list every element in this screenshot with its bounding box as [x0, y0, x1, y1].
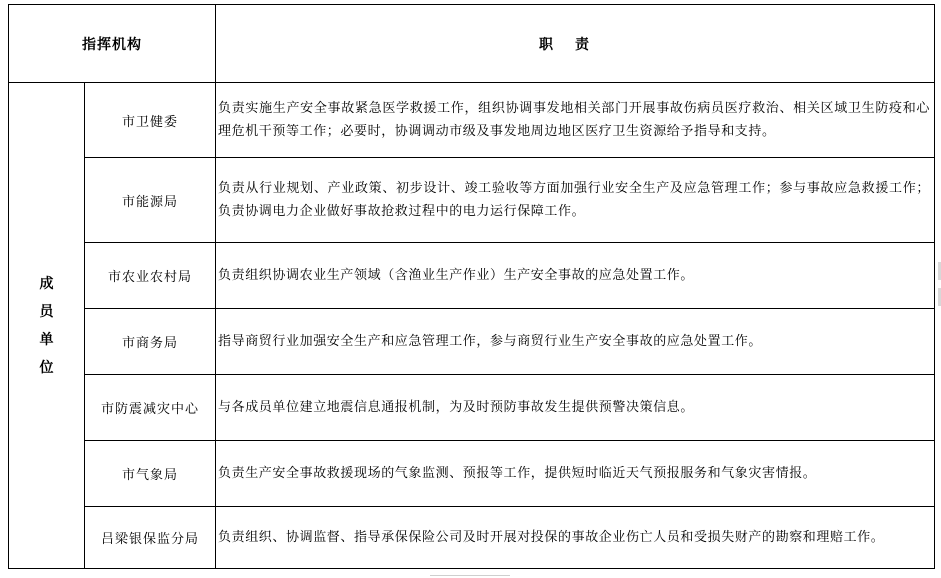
unit-name-cell: 吕梁银保监分局 [85, 507, 216, 569]
table-row [9, 243, 935, 309]
responsibility-table [8, 4, 935, 569]
group-char: 成 [39, 275, 54, 292]
table-row [9, 158, 935, 243]
unit-name-cell: 市农业农村局 [85, 243, 216, 309]
member-units-group-cell [9, 83, 85, 569]
unit-name-cell: 市卫健委 [85, 83, 216, 158]
group-char: 员 [39, 303, 54, 320]
header-row [9, 5, 935, 83]
unit-name-cell: 市商务局 [85, 309, 216, 375]
page-bottom-rule [430, 575, 510, 576]
header-duty-cell: 职责 [216, 5, 935, 83]
duty-text-cell: 与各成员单位建立地震信息通报机制，为及时预防事故发生提供预警决策信息。 [216, 375, 935, 441]
unit-name-cell: 市能源局 [85, 158, 216, 243]
table-row [9, 83, 935, 158]
table-row [9, 375, 935, 441]
unit-name-cell: 市防震减灾中心 [85, 375, 216, 441]
duty-text-cell: 负责组织、协调监督、指导承保保险公司及时开展对投保的事故企业伤亡人员和受损失财产的勘察和理赔工作。 [216, 507, 935, 569]
duty-text-cell: 指导商贸行业加强安全生产和应急管理工作，参与商贸行业生产安全事故的应急处置工作。 [216, 309, 935, 375]
duty-text-cell: 负责组织协调农业生产领域（含渔业生产作业）生产安全事故的应急处置工作。 [216, 243, 935, 309]
table-row [9, 309, 935, 375]
group-char: 位 [39, 359, 54, 376]
duty-text-cell: 负责生产安全事故救援现场的气象监测、预报等工作，提供短时临近天气预报服务和气象灾害情报。 [216, 441, 935, 507]
table-row [9, 507, 935, 569]
unit-name-cell: 市气象局 [85, 441, 216, 507]
duty-text-cell: 负责从行业规划、产业政策、初步设计、竣工验收等方面加强行业安全生产及应急管理工作；参与事故应急救援工作；负责协调电力企业做好事故抢救过程中的电力运行保障工作。 [216, 158, 935, 243]
table-row [9, 441, 935, 507]
duty-text-cell: 负责实施生产安全事故紧急医学救援工作，组织协调事发地相关部门开展事故伤病员医疗救治、相关区域卫生防疫和心理危机干预等工作；必要时，协调调动市级及事发地周边地区医疗卫生资源给予指导和支持。 [216, 83, 935, 158]
header-org-cell: 指挥机构 [9, 5, 216, 83]
group-char: 单 [39, 331, 54, 348]
